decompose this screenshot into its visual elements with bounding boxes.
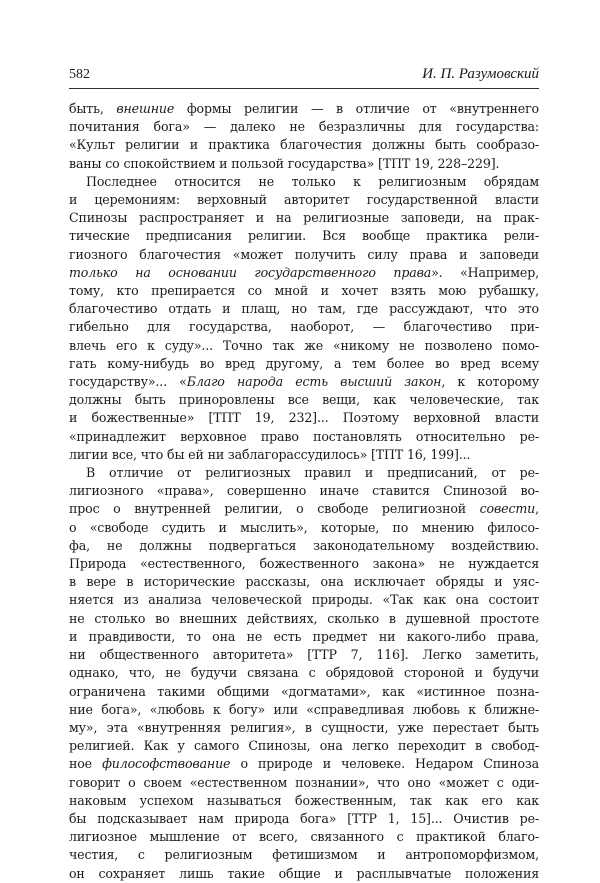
- text-line: [69, 391, 539, 409]
- text-line: [69, 865, 539, 883]
- emphasized-text: Благо народа есть высший закон: [186, 374, 442, 390]
- text-segment: о природе и человеке. Недаром Спиноза: [230, 756, 539, 772]
- text-line: [69, 591, 539, 609]
- text-line: [69, 646, 539, 664]
- text-line: [69, 737, 539, 755]
- running-title: И. П. Разумовский: [422, 66, 539, 82]
- text-line: [69, 191, 539, 209]
- text-line: [69, 428, 539, 446]
- text-segment: формы религии — в отличие от «внутреннего: [174, 101, 539, 116]
- running-header: [69, 66, 539, 83]
- page-number: 582: [69, 67, 90, 82]
- text-segment: должны быть приноровлены все вещи, как человеческие, так: [69, 392, 539, 408]
- emphasized-text: только на основании государственного права: [69, 264, 432, 280]
- text-segment: не столько во внешних действиях, сколько в душевной простоте: [69, 610, 539, 626]
- text-segment: ограничена такими общими «догматами», как «истинное позна-: [69, 683, 539, 699]
- text-segment: влечь его к суду»... Точно так же «никому не позволено помо-: [69, 337, 539, 353]
- text-line: [69, 173, 539, 191]
- text-segment: говорит о своем «естественном познании», что оно «может с оди-: [69, 774, 539, 790]
- text-line: [69, 828, 539, 846]
- text-segment: благочестиво отдать и плащ, но там, где рассуждают, что это: [69, 301, 539, 317]
- text-segment: тические предписания религии. Вся вообще практика рели-: [69, 228, 539, 244]
- text-segment: честия, с религиозным фетишизмом и антропоморфизмом,: [69, 847, 539, 863]
- text-line: [69, 664, 539, 682]
- text-line: [69, 610, 539, 628]
- text-line: [69, 373, 539, 391]
- body-text: [69, 100, 539, 883]
- text-line: [69, 846, 539, 864]
- text-line: [69, 500, 539, 518]
- text-line: [69, 282, 539, 300]
- text-segment: гибельно для государства, наоборот, — благочестиво при-: [69, 319, 539, 335]
- text-line: [69, 628, 539, 646]
- text-segment: лигии все, что бы ей ни заблагорассудилось» [ТПТ 16, 199]...: [69, 446, 471, 462]
- text-line: [69, 355, 539, 373]
- text-segment: «принадлежит верховное право постановлять относительно ре-: [69, 428, 539, 444]
- text-segment: и церемониям: верховный авторитет государственной власти: [69, 192, 539, 208]
- text-line: [69, 209, 539, 227]
- emphasized-text: внешние: [116, 101, 175, 116]
- emphasized-text: философствование: [102, 756, 231, 772]
- text-segment: быть,: [69, 101, 117, 116]
- text-line: [69, 100, 539, 118]
- text-line: [69, 792, 539, 810]
- text-segment: однако, что, не будучи связана с обрядовой стороной и будучи: [69, 665, 539, 681]
- text-line: [69, 446, 539, 464]
- text-line: [69, 464, 539, 482]
- text-segment: ,: [535, 501, 539, 517]
- text-segment: прос о внутренней религии, о свободе религиозной: [69, 501, 480, 517]
- text-line: [69, 227, 539, 245]
- text-line: [69, 300, 539, 318]
- text-line: [69, 246, 539, 264]
- text-line: [69, 555, 539, 573]
- text-line: [69, 683, 539, 701]
- text-segment: гать кому-нибудь во вред другому, а тем более во вред всему: [69, 355, 539, 371]
- text-segment: почитания бога» — далеко не безразличны для государства:: [69, 119, 539, 135]
- text-segment: и правдивости, то она не есть предмет ни какого-либо права,: [69, 628, 539, 644]
- text-line: [69, 810, 539, 828]
- text-segment: гиозного благочестия «может получить силу права и заповеди: [69, 246, 539, 262]
- text-segment: государству»... «: [69, 374, 187, 390]
- text-segment: фа, не должны подвергаться законодательному воздействию.: [69, 537, 539, 553]
- text-line: [69, 155, 539, 173]
- header-rule: [69, 88, 539, 89]
- text-segment: о «свободе судить и мыслить», которые, по мнению филосо-: [69, 519, 539, 535]
- text-segment: наковым успехом называться божественным, так как его как: [69, 792, 539, 808]
- text-segment: Спинозы распространяет и на религиозные заповеди, на прак-: [69, 210, 539, 226]
- text-segment: В отличие от религиозных правил и предписаний, от ре-: [86, 465, 539, 481]
- text-segment: религией. Как у самого Спинозы, она легко переходит в свобод-: [69, 738, 539, 754]
- text-segment: , к которому: [441, 374, 539, 390]
- text-segment: в вере в исторические рассказы, она исключает обряды и уяс-: [69, 574, 539, 590]
- text-segment: «Культ религии и практика благочестия должны быть сообразо-: [69, 137, 539, 153]
- text-segment: ни общественного авторитета» [ТТР 7, 116]. Легко заметить,: [69, 647, 539, 663]
- text-segment: ваны со спокойствием и пользой государства» [ТПТ 19, 228–229].: [69, 155, 500, 171]
- text-segment: тому, кто препирается со мной и хочет взять мою рубашку,: [69, 283, 539, 299]
- text-line: [69, 701, 539, 719]
- text-segment: и божественные» [ТПТ 19, 232]... Поэтому верховной власти: [69, 410, 539, 426]
- text-line: [69, 482, 539, 500]
- text-segment: он сохраняет лишь такие общие и расплывчатые положения: [69, 865, 539, 881]
- text-line: [69, 337, 539, 355]
- text-segment: Последнее относится не только к религиозным обрядам: [86, 173, 539, 189]
- text-line: [69, 118, 539, 136]
- emphasized-text: совести: [479, 501, 536, 517]
- text-segment: няется из анализа человеческой природы. «Так как она состоит: [69, 592, 539, 608]
- text-segment: лигиозное мышление от всего, связанного с практикой благо-: [69, 829, 539, 845]
- text-line: [69, 719, 539, 737]
- text-line: [69, 409, 539, 427]
- text-segment: ние бога», «любовь к богу» или «справедливая любовь к ближне-: [69, 701, 539, 717]
- text-line: [69, 264, 539, 282]
- text-segment: бы подсказывает нам природа бога» [ТТР 1, 15]... Очистив ре-: [69, 810, 539, 826]
- text-line: [69, 136, 539, 154]
- text-segment: ». «Например,: [431, 264, 539, 280]
- text-line: [69, 537, 539, 555]
- text-segment: ное: [69, 756, 103, 772]
- text-line: [69, 519, 539, 537]
- text-segment: лигиозного «права», совершенно иначе ставится Спинозой во-: [69, 483, 539, 499]
- text-segment: Природа «естественного, божественного закона» не нуждается: [69, 556, 539, 572]
- text-line: [69, 573, 539, 591]
- text-segment: му», эта «внутренняя религия», в сущности, уже перестает быть: [69, 719, 539, 735]
- text-line: [69, 774, 539, 792]
- text-line: [69, 755, 539, 773]
- text-line: [69, 318, 539, 336]
